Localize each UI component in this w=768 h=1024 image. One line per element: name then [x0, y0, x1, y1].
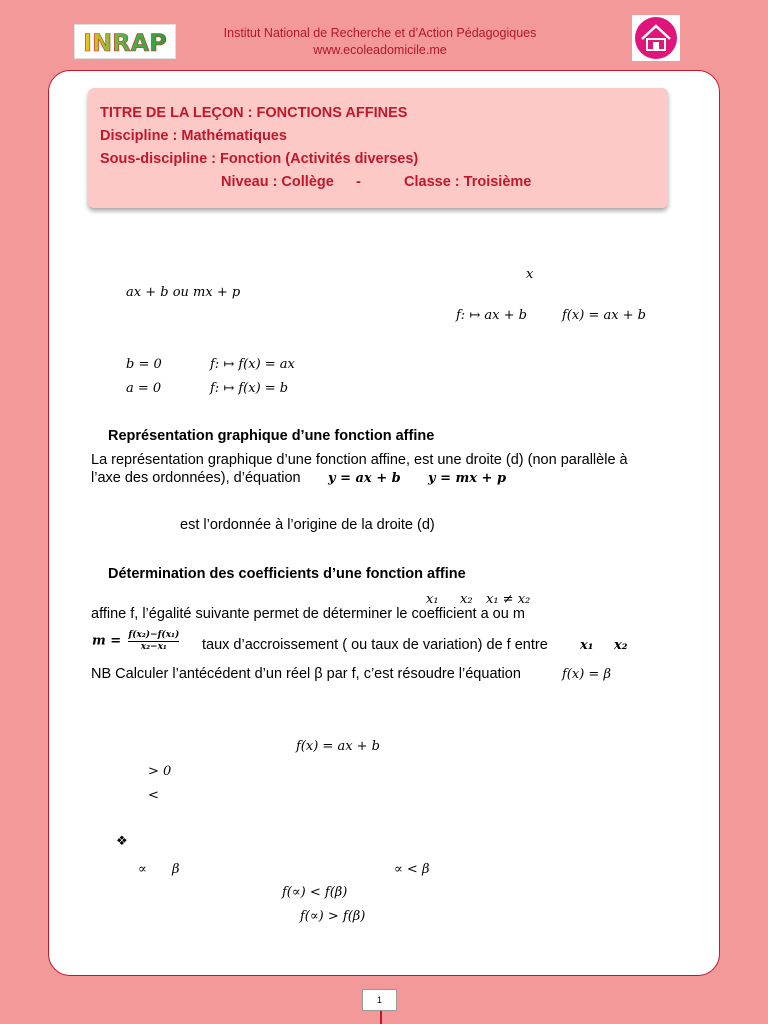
bullet-icon: ❖: [116, 834, 128, 849]
inrap-logo: [74, 24, 176, 59]
lesson-title: TITRE DE LA LEÇON : FONCTIONS AFFINES: [100, 105, 408, 121]
repr-text-line2: l’axe des ordonnées), d’équation: [91, 470, 301, 486]
fx-formula-2: f(x) = ax + b: [296, 739, 381, 754]
f-alpha-gt-f-beta: f(∝) > f(β): [300, 909, 366, 924]
equation-2: y = mx + p: [428, 471, 507, 486]
linear-case: f: ↦ f(x) = ax: [210, 357, 295, 372]
discipline: Discipline : Mathématiques: [100, 128, 287, 144]
ecole-a-domicile-logo: [632, 15, 680, 61]
equation-1: y = ax + b: [328, 471, 401, 486]
alpha-symbol: ∝: [138, 862, 147, 877]
x2-symbol: x₂: [460, 592, 473, 607]
ordonnee-text: est l’ordonnée à l’origine de la droite (d): [180, 517, 435, 533]
x1-bold: x₁: [580, 638, 594, 653]
f-alpha-lt-f-beta: f(∝) < f(β): [282, 885, 348, 900]
inrap-logo-text: INRAP: [83, 29, 167, 57]
heading-determination: Détermination des coefficients d’une fonction affine: [108, 566, 466, 582]
classe: Classe : Troisième: [404, 174, 532, 190]
taux-text: taux d’accroissement ( ou taux de variation) de f entre: [202, 637, 548, 653]
website-link[interactable]: www.ecoleadomicile.me: [313, 43, 447, 57]
greater-than-zero: > 0: [148, 764, 172, 779]
a-equals-0: a = 0: [126, 381, 162, 396]
alpha-lt-beta: ∝ < β: [394, 862, 430, 877]
page-number: 1: [362, 989, 397, 1011]
x1-neq-x2: x₁ ≠ x₂: [486, 592, 531, 607]
header-institute: [180, 25, 580, 59]
constant-case: f: ↦ f(x) = b: [210, 381, 289, 396]
x2-bold: x₂: [614, 638, 628, 653]
niveau: Niveau : Collège: [221, 174, 334, 190]
m-equals: m =: [92, 633, 122, 649]
beta-symbol: β: [172, 862, 180, 877]
b-equals-0: b = 0: [126, 357, 162, 372]
var-x: x: [526, 267, 534, 282]
institute-name: Institut National de Recherche et d’Action Pédagogiques: [223, 26, 537, 40]
slope-formula: [92, 630, 179, 652]
less-than: <: [148, 788, 159, 803]
sous-discipline: Sous-discipline : Fonction (Activités diverses): [100, 151, 419, 167]
fraction-numerator: f(x₂)−f(x₁): [128, 630, 180, 640]
fx-formula: f(x) = ax + b: [562, 308, 647, 323]
affine-forms: ax + b ou mx + p: [126, 285, 241, 300]
repr-text-line1: La représentation graphique d’une fonction affine, est une droite (d) (non parallèle à: [91, 452, 628, 468]
fraction-denominator: x₂−x₁: [140, 642, 167, 652]
separator: -: [356, 174, 361, 190]
fx-equals-beta: f(x) = β: [562, 667, 611, 682]
nb-text: NB Calculer l’antécédent d’un réel β par f, c’est résoudre l’équation: [91, 666, 521, 682]
heading-representation: Représentation graphique d’une fonction affine: [108, 428, 435, 444]
f-mapping: f: ↦ ax + b: [456, 308, 527, 323]
x1-symbol: x₁: [426, 592, 439, 607]
lesson-title-box: [88, 88, 668, 208]
affine-f-text: affine f, l’égalité suivante permet de déterminer le coefficient a ou m: [91, 606, 525, 622]
